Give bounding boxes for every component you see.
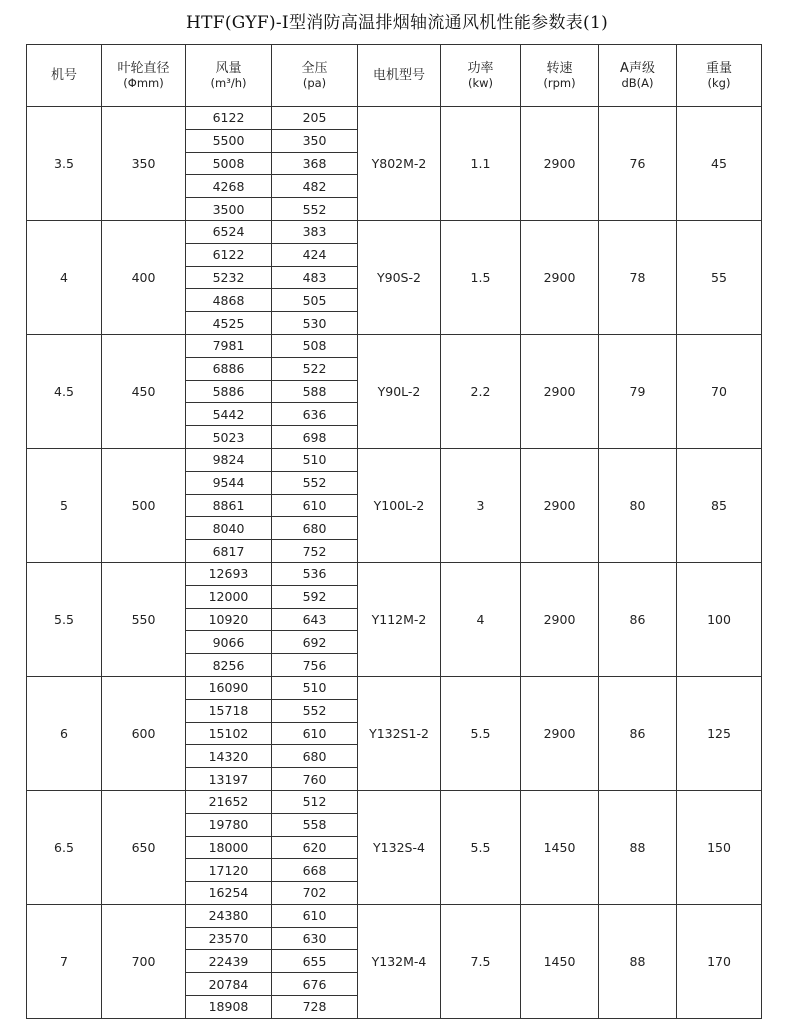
header-speed: 转速 (rpm): [521, 45, 599, 107]
cell-air-volume: 16090: [186, 676, 272, 699]
cell-air-volume: 21652: [186, 790, 272, 813]
cell-total-pressure: 655: [272, 950, 358, 973]
cell-speed: 2900: [521, 676, 599, 790]
cell-air-volume: 15718: [186, 699, 272, 722]
cell-total-pressure: 692: [272, 631, 358, 654]
header-impeller-diameter: 叶轮直径 (Φmm): [102, 45, 186, 107]
cell-air-volume: 14320: [186, 745, 272, 768]
cell-motor-model: Y802M-2: [358, 107, 441, 221]
cell-motor-model: Y132S-4: [358, 790, 441, 904]
header-power: 功率 (kw): [441, 45, 521, 107]
cell-noise: 88: [599, 904, 677, 1018]
header-motor-model: 电机型号: [358, 45, 441, 107]
cell-power: 7.5: [441, 904, 521, 1018]
cell-power: 4: [441, 562, 521, 676]
cell-power: 1.1: [441, 107, 521, 221]
table-row: [27, 448, 762, 471]
cell-total-pressure: 680: [272, 745, 358, 768]
cell-impeller-diameter: 400: [102, 220, 186, 334]
cell-air-volume: 7981: [186, 334, 272, 357]
cell-total-pressure: 536: [272, 562, 358, 585]
cell-air-volume: 15102: [186, 722, 272, 745]
cell-weight: 100: [677, 562, 762, 676]
cell-air-volume: 4268: [186, 175, 272, 198]
cell-motor-model: Y132M-4: [358, 904, 441, 1018]
cell-air-volume: 6817: [186, 540, 272, 563]
cell-air-volume: 8861: [186, 494, 272, 517]
cell-total-pressure: 508: [272, 334, 358, 357]
cell-speed: 2900: [521, 334, 599, 448]
cell-total-pressure: 592: [272, 585, 358, 608]
header-noise: A声级 dB(A): [599, 45, 677, 107]
cell-air-volume: 9544: [186, 471, 272, 494]
table-row: [27, 220, 762, 243]
cell-air-volume: 18000: [186, 836, 272, 859]
cell-impeller-diameter: 550: [102, 562, 186, 676]
cell-weight: 150: [677, 790, 762, 904]
cell-model-no: 5.5: [27, 562, 102, 676]
cell-total-pressure: 610: [272, 904, 358, 927]
cell-air-volume: 6122: [186, 107, 272, 130]
cell-noise: 88: [599, 790, 677, 904]
cell-total-pressure: 510: [272, 448, 358, 471]
header-total-pressure: 全压 (pa): [272, 45, 358, 107]
header-weight: 重量 (kg): [677, 45, 762, 107]
cell-total-pressure: 760: [272, 768, 358, 791]
cell-total-pressure: 205: [272, 107, 358, 130]
cell-air-volume: 8040: [186, 517, 272, 540]
cell-model-no: 4.5: [27, 334, 102, 448]
cell-air-volume: 24380: [186, 904, 272, 927]
cell-air-volume: 4868: [186, 289, 272, 312]
cell-noise: 80: [599, 448, 677, 562]
cell-speed: 2900: [521, 220, 599, 334]
cell-total-pressure: 512: [272, 790, 358, 813]
cell-air-volume: 5008: [186, 152, 272, 175]
cell-total-pressure: 552: [272, 198, 358, 221]
cell-air-volume: 8256: [186, 654, 272, 677]
cell-weight: 55: [677, 220, 762, 334]
cell-impeller-diameter: 650: [102, 790, 186, 904]
cell-total-pressure: 483: [272, 266, 358, 289]
cell-air-volume: 19780: [186, 813, 272, 836]
cell-model-no: 6: [27, 676, 102, 790]
cell-impeller-diameter: 500: [102, 448, 186, 562]
cell-total-pressure: 752: [272, 540, 358, 563]
cell-air-volume: 5232: [186, 266, 272, 289]
cell-air-volume: 17120: [186, 859, 272, 882]
cell-air-volume: 16254: [186, 882, 272, 905]
cell-air-volume: 6122: [186, 243, 272, 266]
cell-power: 5.5: [441, 790, 521, 904]
cell-total-pressure: 588: [272, 380, 358, 403]
cell-air-volume: 6886: [186, 357, 272, 380]
cell-total-pressure: 522: [272, 357, 358, 380]
cell-air-volume: 5442: [186, 403, 272, 426]
cell-model-no: 5: [27, 448, 102, 562]
cell-motor-model: Y90L-2: [358, 334, 441, 448]
cell-total-pressure: 676: [272, 973, 358, 996]
cell-total-pressure: 552: [272, 471, 358, 494]
cell-air-volume: 9824: [186, 448, 272, 471]
table-body: [27, 107, 762, 1019]
cell-air-volume: 5500: [186, 129, 272, 152]
header-model-no: 机号: [27, 45, 102, 107]
header-air-volume: 风量 (m³/h): [186, 45, 272, 107]
cell-total-pressure: 702: [272, 882, 358, 905]
cell-impeller-diameter: 450: [102, 334, 186, 448]
cell-air-volume: 20784: [186, 973, 272, 996]
cell-speed: 2900: [521, 562, 599, 676]
cell-total-pressure: 558: [272, 813, 358, 836]
cell-total-pressure: 482: [272, 175, 358, 198]
cell-total-pressure: 350: [272, 129, 358, 152]
cell-noise: 78: [599, 220, 677, 334]
cell-air-volume: 23570: [186, 927, 272, 950]
cell-noise: 79: [599, 334, 677, 448]
cell-total-pressure: 552: [272, 699, 358, 722]
table-row: [27, 107, 762, 130]
cell-motor-model: Y90S-2: [358, 220, 441, 334]
table-row: [27, 904, 762, 927]
cell-air-volume: 5886: [186, 380, 272, 403]
cell-total-pressure: 530: [272, 312, 358, 335]
cell-impeller-diameter: 350: [102, 107, 186, 221]
cell-noise: 86: [599, 676, 677, 790]
cell-weight: 85: [677, 448, 762, 562]
cell-speed: 1450: [521, 904, 599, 1018]
cell-weight: 170: [677, 904, 762, 1018]
cell-power: 5.5: [441, 676, 521, 790]
cell-model-no: 6.5: [27, 790, 102, 904]
cell-power: 2.2: [441, 334, 521, 448]
cell-total-pressure: 643: [272, 608, 358, 631]
cell-impeller-diameter: 700: [102, 904, 186, 1018]
cell-weight: 70: [677, 334, 762, 448]
cell-total-pressure: 680: [272, 517, 358, 540]
cell-speed: 2900: [521, 448, 599, 562]
cell-model-no: 3.5: [27, 107, 102, 221]
table-row: [27, 676, 762, 699]
cell-total-pressure: 510: [272, 676, 358, 699]
cell-weight: 125: [677, 676, 762, 790]
cell-total-pressure: 756: [272, 654, 358, 677]
cell-noise: 86: [599, 562, 677, 676]
cell-motor-model: Y100L-2: [358, 448, 441, 562]
cell-total-pressure: 383: [272, 220, 358, 243]
cell-power: 1.5: [441, 220, 521, 334]
cell-air-volume: 6524: [186, 220, 272, 243]
cell-air-volume: 22439: [186, 950, 272, 973]
cell-noise: 76: [599, 107, 677, 221]
page-title: HTF(GYF)-I型消防高温排烟轴流通风机性能参数表(1): [185, 13, 609, 33]
header-row: [27, 45, 762, 107]
cell-total-pressure: 698: [272, 426, 358, 449]
cell-total-pressure: 630: [272, 927, 358, 950]
cell-air-volume: 12693: [186, 562, 272, 585]
cell-speed: 1450: [521, 790, 599, 904]
cell-model-no: 4: [27, 220, 102, 334]
cell-total-pressure: 668: [272, 859, 358, 882]
cell-motor-model: Y112M-2: [358, 562, 441, 676]
cell-total-pressure: 728: [272, 996, 358, 1019]
cell-total-pressure: 424: [272, 243, 358, 266]
cell-power: 3: [441, 448, 521, 562]
cell-weight: 45: [677, 107, 762, 221]
cell-speed: 2900: [521, 107, 599, 221]
fan-performance-table: [26, 44, 762, 1019]
cell-model-no: 7: [27, 904, 102, 1018]
cell-air-volume: 13197: [186, 768, 272, 791]
cell-total-pressure: 636: [272, 403, 358, 426]
table-row: [27, 562, 762, 585]
cell-total-pressure: 368: [272, 152, 358, 175]
cell-air-volume: 18908: [186, 996, 272, 1019]
cell-total-pressure: 610: [272, 722, 358, 745]
table-row: [27, 790, 762, 813]
cell-air-volume: 4525: [186, 312, 272, 335]
cell-motor-model: Y132S1-2: [358, 676, 441, 790]
cell-air-volume: 10920: [186, 608, 272, 631]
cell-air-volume: 9066: [186, 631, 272, 654]
cell-total-pressure: 610: [272, 494, 358, 517]
cell-air-volume: 3500: [186, 198, 272, 221]
cell-impeller-diameter: 600: [102, 676, 186, 790]
table-row: [27, 334, 762, 357]
cell-total-pressure: 620: [272, 836, 358, 859]
cell-total-pressure: 505: [272, 289, 358, 312]
cell-air-volume: 12000: [186, 585, 272, 608]
cell-air-volume: 5023: [186, 426, 272, 449]
